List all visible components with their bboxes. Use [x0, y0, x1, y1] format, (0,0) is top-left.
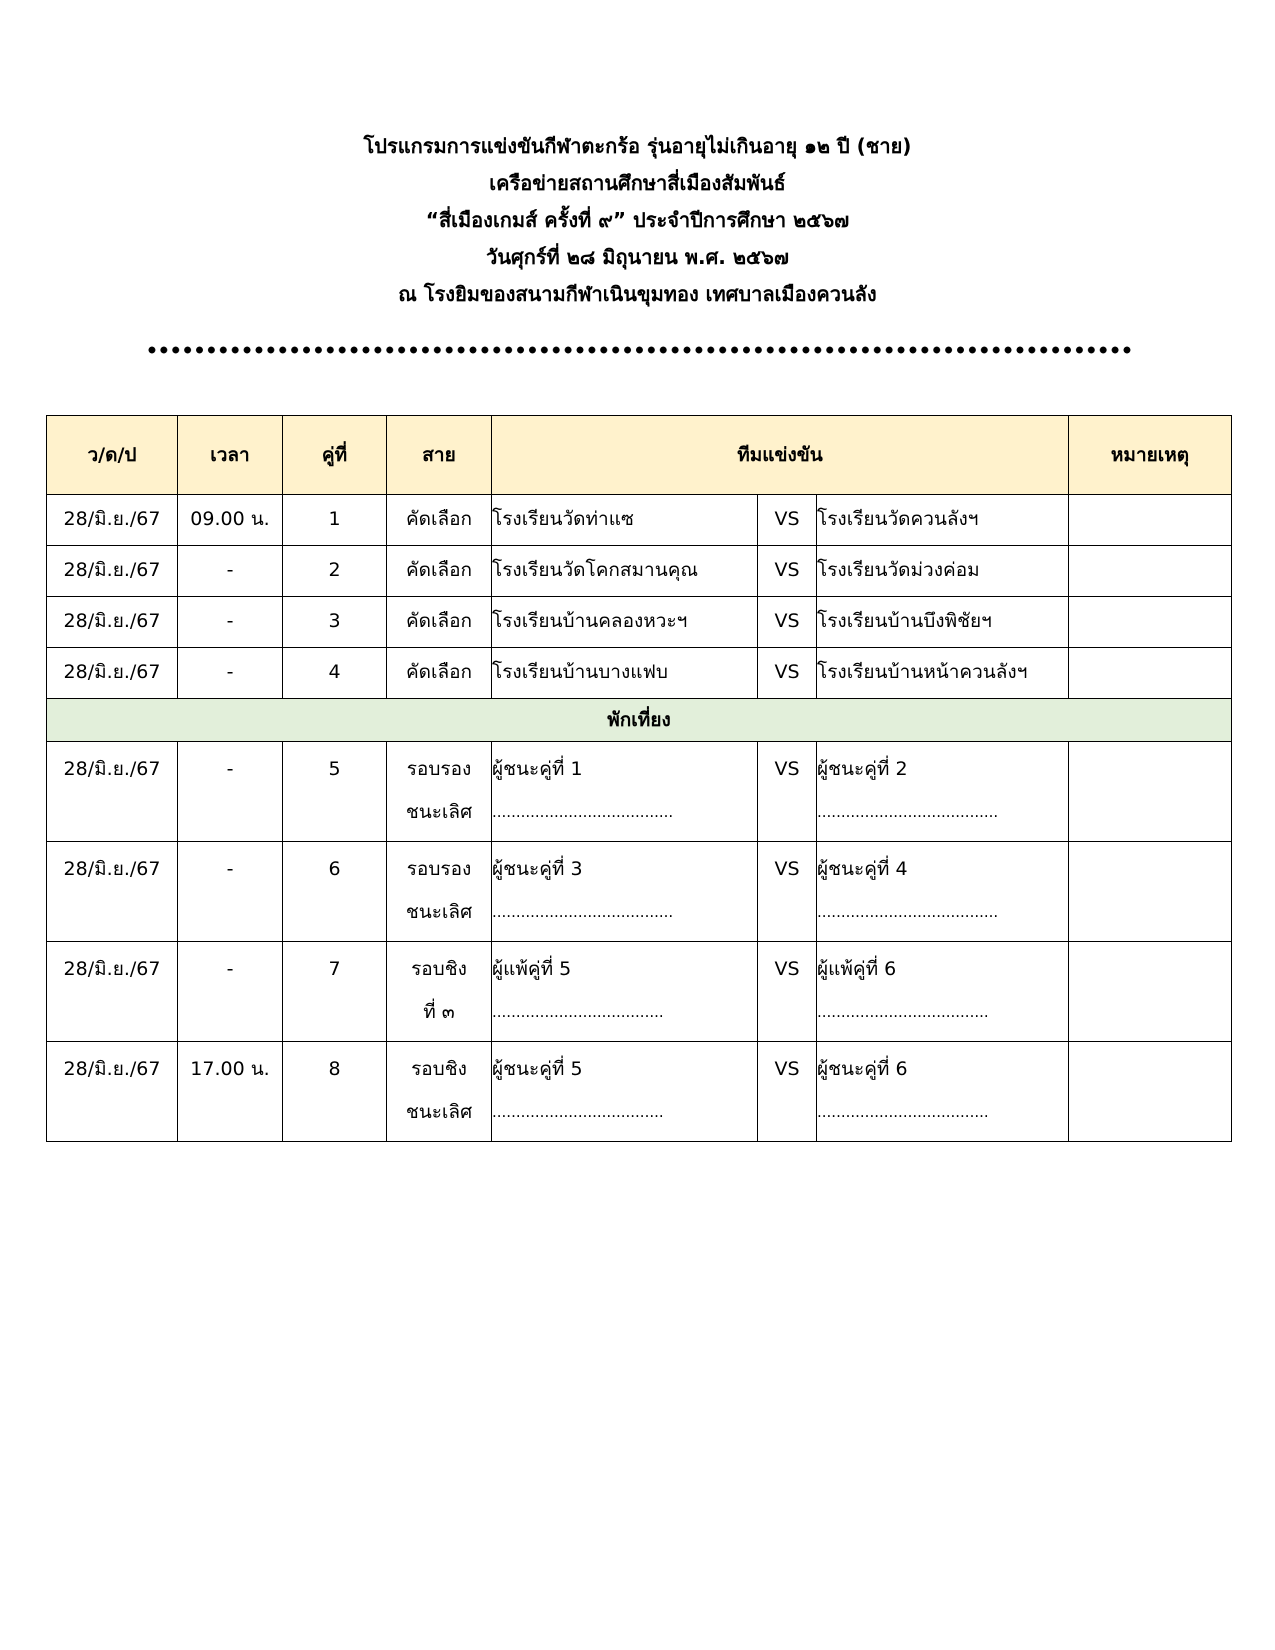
row-team-b: โรงเรียนบ้านบึงพิชัยฯ — [817, 610, 992, 632]
row-bracket: คัดเลือก — [405, 508, 473, 530]
row-time: 09.00 น. — [190, 508, 270, 530]
row-vs: VS — [774, 508, 800, 530]
row-time: - — [226, 559, 234, 581]
row-team-a: โรงเรียนวัดโคกสมานคุณ — [492, 559, 699, 581]
row-vs: VS — [774, 610, 800, 632]
row-bracket-line1: รอบชิง — [411, 958, 467, 980]
row-remarks — [1069, 546, 1232, 597]
row-team-a: โรงเรียนบ้านคลองหวะฯ — [492, 610, 688, 632]
header-bracket: สาย — [387, 416, 492, 495]
row-team-a-label: ผู้ชนะคู่ที่ 3 — [492, 858, 583, 880]
row-match-no: 5 — [328, 758, 341, 780]
row-bracket-line1: รอบรอง — [406, 858, 472, 880]
row-team-a-label: ผู้ชนะคู่ที่ 1 — [492, 758, 583, 780]
document-header — [0, 128, 1275, 313]
row-vs: VS — [774, 559, 800, 581]
row-team-b — [817, 942, 1068, 1034]
table-row — [47, 942, 1232, 1042]
row-match-no: 2 — [328, 559, 341, 581]
match-schedule-table — [46, 415, 1232, 1142]
row-remarks — [1069, 742, 1232, 842]
row-team-a: โรงเรียนบ้านบางแฟบ — [492, 661, 668, 683]
row-match-no: 8 — [328, 1058, 341, 1080]
row-team-b — [817, 842, 1068, 934]
table-row — [47, 597, 1232, 648]
row-bracket — [387, 742, 491, 834]
row-team-b-label: ผู้ชนะคู่ที่ 4 — [817, 858, 908, 880]
row-date: 28/มิ.ย./67 — [63, 758, 161, 780]
header-teams: ทีมแข่งขัน — [492, 416, 1069, 495]
row-bracket-line2: ชนะเลิศ — [405, 901, 473, 923]
header-event: “สี่เมืองเกมส์ ครั้งที่ ๙” ประจำปีการศึกษา ๒๕๖๗ — [425, 208, 850, 232]
table-row — [47, 495, 1232, 546]
row-bracket: คัดเลือก — [405, 661, 473, 683]
row-team-b-blank: .................................... — [817, 1003, 989, 1021]
row-team-b: โรงเรียนวัดควนลังฯ — [817, 508, 979, 530]
row-team-b: โรงเรียนวัดม่วงค่อม — [817, 559, 980, 581]
row-match-no: 6 — [328, 858, 341, 880]
header-remarks: หมายเหตุ — [1069, 416, 1232, 495]
row-vs: VS — [774, 758, 800, 780]
row-bracket: คัดเลือก — [405, 559, 473, 581]
row-bracket-line2: ที่ ๓ — [423, 1001, 455, 1023]
lunch-break-row — [47, 699, 1232, 742]
row-bracket-line1: รอบรอง — [406, 758, 472, 780]
row-team-b — [817, 742, 1068, 834]
row-match-no: 3 — [328, 610, 341, 632]
header-date: ว/ด/ป — [47, 416, 178, 495]
row-team-a-blank: ...................................... — [492, 903, 674, 921]
row-time: - — [226, 858, 234, 880]
row-team-b: โรงเรียนบ้านหน้าควนลังฯ — [817, 661, 1028, 683]
row-team-a — [492, 842, 757, 934]
row-team-a-label: ผู้ชนะคู่ที่ 5 — [492, 1058, 583, 1080]
row-remarks — [1069, 842, 1232, 942]
row-date: 28/มิ.ย./67 — [63, 508, 161, 530]
header-venue: ณ โรงยิมของสนามกีฬาเนินขุมทอง เทศบาลเมืองควนลัง — [398, 282, 877, 306]
header-network: เครือข่ายสถานศึกษาสี่เมืองสัมพันธ์ — [489, 171, 786, 195]
row-date: 28/มิ.ย./67 — [63, 559, 161, 581]
row-team-b — [817, 1042, 1068, 1134]
row-bracket: คัดเลือก — [405, 610, 473, 632]
header-date: วันศุกร์ที่ ๒๘ มิถุนายน พ.ศ. ๒๕๖๗ — [486, 245, 789, 269]
row-match-no: 1 — [328, 508, 341, 530]
row-bracket — [387, 1042, 491, 1134]
row-bracket — [387, 842, 491, 934]
row-vs: VS — [774, 858, 800, 880]
row-match-no: 7 — [328, 958, 341, 980]
header-match-no: คู่ที่ — [283, 416, 387, 495]
row-team-a-blank: .................................... — [492, 1103, 664, 1121]
table-row — [47, 546, 1232, 597]
row-date: 28/มิ.ย./67 — [63, 610, 161, 632]
table-header-row — [47, 416, 1232, 495]
row-team-b-label: ผู้ชนะคู่ที่ 2 — [817, 758, 908, 780]
row-bracket-line2: ชนะเลิศ — [405, 1101, 473, 1123]
row-time: 17.00 น. — [190, 1058, 270, 1080]
header-title: โปรแกรมการแข่งขันกีฬาตะกร้อ รุ่นอายุไม่เกินอายุ ๑๒ ปี (ชาย) — [363, 134, 912, 158]
row-vs: VS — [774, 1058, 800, 1080]
row-team-b-label: ผู้ชนะคู่ที่ 6 — [817, 1058, 908, 1080]
row-team-b-blank: ...................................... — [817, 903, 999, 921]
row-team-a-label: ผู้แพ้คู่ที่ 5 — [492, 958, 572, 980]
row-remarks — [1069, 942, 1232, 1042]
row-vs: VS — [774, 958, 800, 980]
table-row — [47, 842, 1232, 942]
row-date: 28/มิ.ย./67 — [63, 661, 161, 683]
table-row — [47, 648, 1232, 699]
row-team-a-blank: .................................... — [492, 1003, 664, 1021]
row-date: 28/มิ.ย./67 — [63, 858, 161, 880]
row-vs: VS — [774, 661, 800, 683]
row-remarks — [1069, 1042, 1232, 1142]
row-remarks — [1069, 495, 1232, 546]
row-date: 28/มิ.ย./67 — [63, 1058, 161, 1080]
row-time: - — [226, 610, 234, 632]
row-bracket-line1: รอบชิง — [411, 1058, 467, 1080]
lunch-break-label: พักเที่ยง — [47, 699, 1232, 742]
row-team-a: โรงเรียนวัดท่าแซ — [492, 508, 634, 530]
row-time: - — [226, 758, 234, 780]
row-time: - — [226, 661, 234, 683]
table-row — [47, 742, 1232, 842]
row-remarks — [1069, 648, 1232, 699]
row-team-b-blank: .................................... — [817, 1103, 989, 1121]
row-team-b-label: ผู้แพ้คู่ที่ 6 — [817, 958, 897, 980]
table-row — [47, 1042, 1232, 1142]
row-date: 28/มิ.ย./67 — [63, 958, 161, 980]
row-bracket — [387, 942, 491, 1034]
header-time: เวลา — [178, 416, 283, 495]
row-team-a — [492, 942, 757, 1034]
row-match-no: 4 — [328, 661, 341, 683]
row-time: - — [226, 958, 234, 980]
dotted-separator — [146, 346, 1131, 354]
row-bracket-line2: ชนะเลิศ — [405, 801, 473, 823]
row-team-a — [492, 1042, 757, 1134]
row-team-a — [492, 742, 757, 834]
row-remarks — [1069, 597, 1232, 648]
row-team-b-blank: ...................................... — [817, 803, 999, 821]
row-team-a-blank: ...................................... — [492, 803, 674, 821]
